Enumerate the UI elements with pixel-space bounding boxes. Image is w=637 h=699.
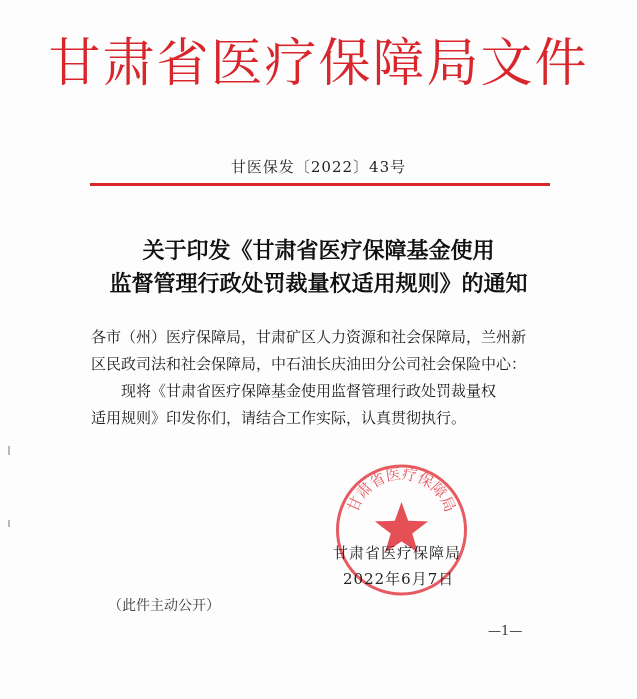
- red-divider-line: [90, 183, 550, 186]
- notice-title-line-1: 关于印发《甘肃省医疗保障基金使用: [142, 239, 495, 264]
- issuer-name: 甘肃省医疗保障局: [333, 544, 462, 562]
- document-number: 甘医保发〔2022〕43号: [230, 158, 407, 176]
- notice-body: [91, 324, 555, 432]
- content-line-1: 现将《甘肃省医疗保障基金使用监督管理行政处罚裁量权: [121, 382, 497, 400]
- notice-title: [0, 235, 637, 301]
- seal-text: 甘肃省医疗保障局: [343, 464, 460, 515]
- issue-date: 2022年6月7日: [343, 570, 455, 588]
- content-line-2: 适用规则》印发你们，请结合工作实际，认真贯彻执行。: [91, 409, 467, 427]
- scan-artifact: [8, 446, 10, 455]
- disclosure-note: （此件主动公开）: [108, 598, 220, 614]
- recipients-line-2: 区民政司法和社会保障局，中石油长庆油田分公司社会保险中心：: [91, 355, 527, 373]
- notice-title-line-2: 监督管理行政处罚裁量权适用规则》的通知: [109, 272, 528, 297]
- document-header-title: 甘肃省医疗保障局文件: [48, 34, 589, 94]
- scan-artifact: [8, 520, 10, 527]
- recipients-line-1: 各市（州）医疗保障局，甘肃矿区人力资源和社会保障局，兰州新: [91, 328, 527, 346]
- page-number: —1—: [488, 624, 523, 639]
